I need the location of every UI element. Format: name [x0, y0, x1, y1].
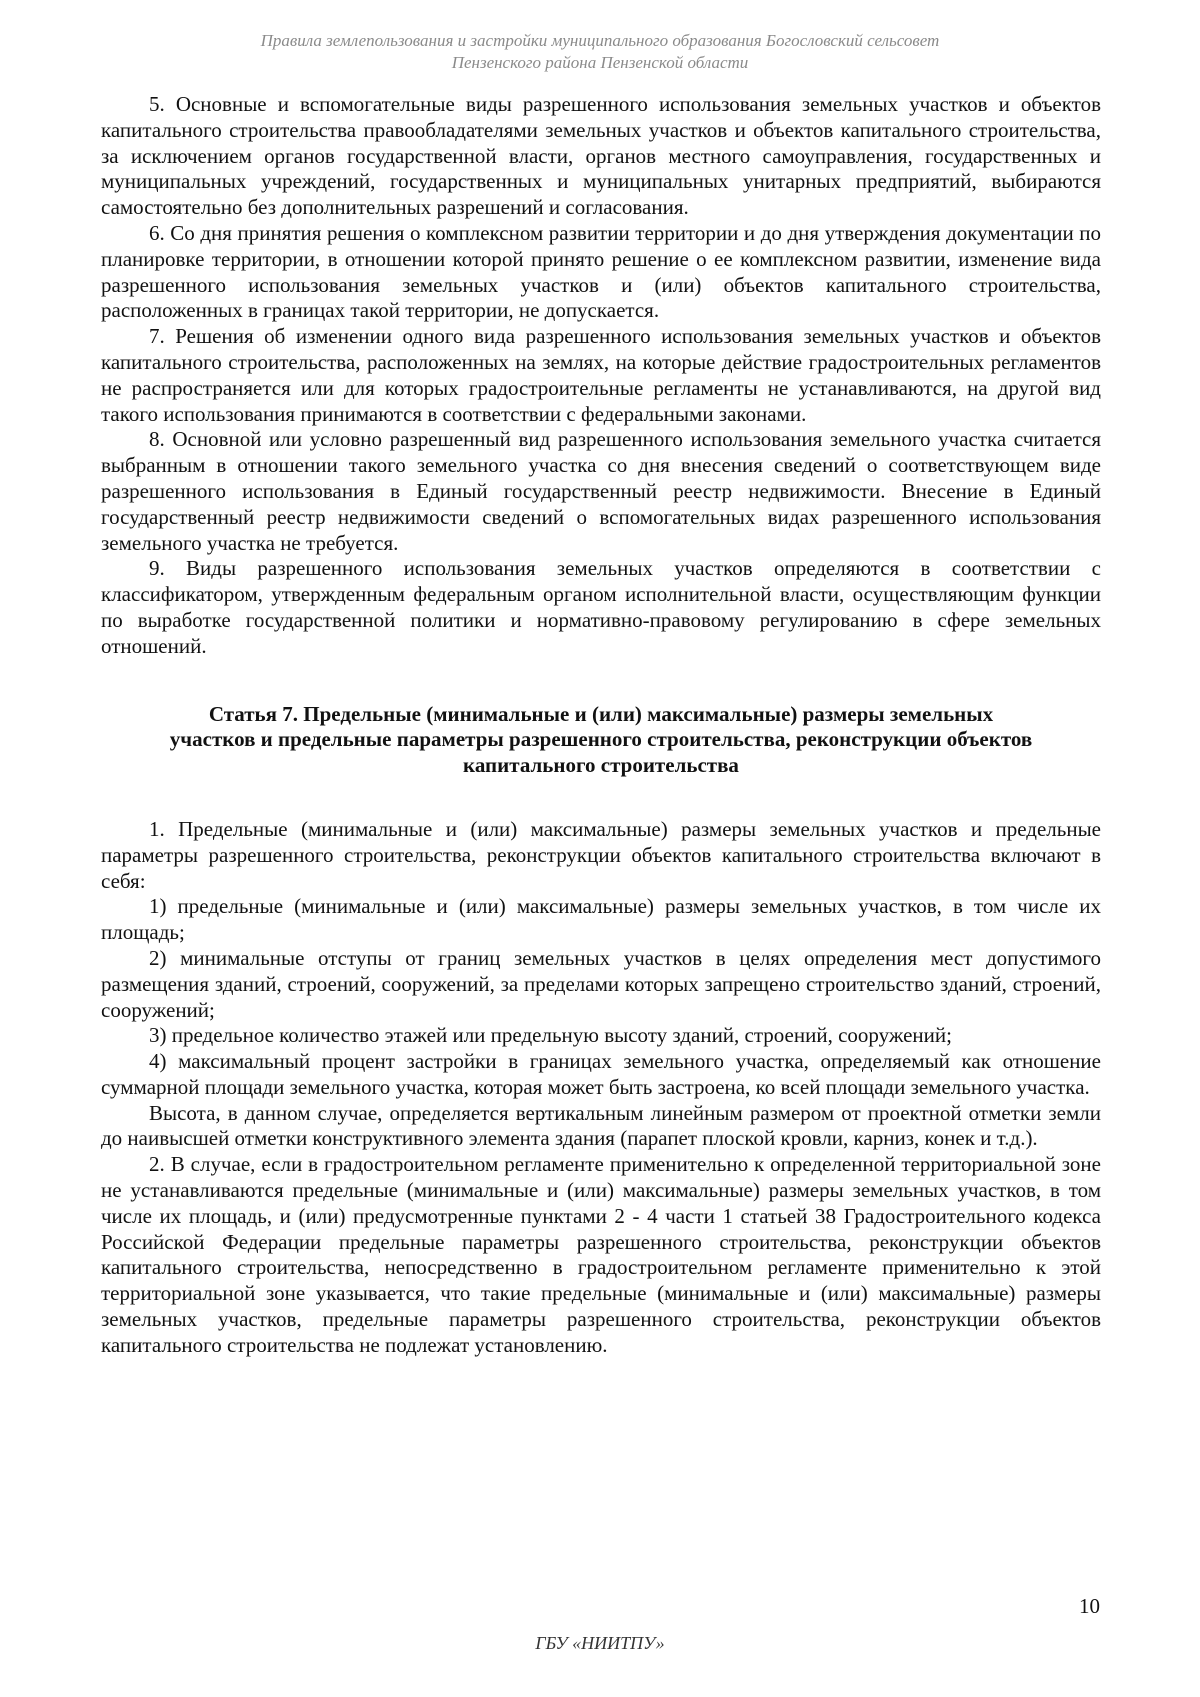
article-heading-line-2: участков и предельные параметры разрешенного строительства, реконструкции объектов: [169, 727, 1033, 752]
article-7-item-1: 1) предельные (минимальные и (или) максимальные) размеры земельных участков, в том числе их площадь;: [101, 894, 1101, 945]
paragraph-5: 5. Основные и вспомогательные виды разрешенного использования земельных участков и объектов капитального строительства правообладателями земельных участков и объектов капитального строительства, за исключением органов государственной власти, органов местного самоуправления, государственных и муниципальных учреждений, государственных и муниципальных унитарных предприятий, выбираются самостоятельно без дополнительных разрешений и согласования.: [101, 92, 1101, 220]
paragraph-6: 6. Со дня принятия решения о комплексном развитии территории и до дня утверждения документации по планировке территории, в отношении которой принято решение о ее комплексном развитии, изменение вида разрешенного использования земельных участков и (или) объектов капитального строительства, расположенных в границах такой территории, не допускается.: [101, 220, 1101, 323]
page-number: 10: [1079, 1594, 1100, 1618]
article-7-height-note: Высота, в данном случае, определяется вертикальным линейным размером от проектной отметки земли до наивысшей отметки конструктивного элемента здания (парапет плоской кровли, карниз, конек и т.д.).: [101, 1100, 1101, 1151]
paragraph-9: 9. Виды разрешенного использования земельных участков определяются в соответствии с классификатором, утвержденным федеральным органом исполнительной власти, осуществляющим функции по выработке государственной политики и нормативно-правовому регулированию в сфере земельных отношений.: [101, 556, 1101, 658]
running-header: [0, 30, 1200, 74]
article-7-paragraph-1: 1. Предельные (минимальные и (или) максимальные) размеры земельных участков и предельные параметры разрешенного строительства, реконструкции объектов капитального строительства включают в себя:: [101, 816, 1101, 893]
article-7-item-2: 2) минимальные отступы от границ земельных участков в целях определения мест допустимого размещения зданий, строений, сооружений, за пределами которых запрещено строительство зданий, строений, сооружений;: [101, 945, 1101, 1022]
article-heading-line-3: капитального строительства: [463, 753, 739, 778]
document-body: [101, 92, 1101, 1359]
article-heading-line-1: Статья 7. Предельные (минимальные и (или) максимальные) размеры земельных: [208, 701, 994, 726]
article-7-item-4: 4) максимальный процент застройки в границах земельного участка, определяемый как отношение суммарной площади земельного участка, которая может быть застроена, ко всей площади земельного участка.: [101, 1049, 1101, 1099]
running-footer: ГБУ «НИИТПУ»: [535, 1633, 665, 1653]
paragraph-7: 7. Решения об изменении одного вида разрешенного использования земельных участков и объектов капитального строительства, расположенных на землях, на которые действие градостроительных регламентов не распространяется или для которых градостроительные регламенты не устанавливаются, на другой вид такого использования принимаются в соответствии с федеральными законами.: [101, 324, 1101, 426]
article-7-paragraph-2: 2. В случае, если в градостроительном регламенте применительно к определенной территориальной зоне не устанавливаются предельные (минимальные и (или) максимальные) размеры земельных участков, в том числе их площадь, и (или) предусмотренные пунктами 2 - 4 части 1 статьей 38 Градостроительного кодекса Российской Федерации предельные параметры разрешенного строительства, реконструкции объектов капитального строительства, непосредственно в градостроительном регламенте применительно к этой территориальной зоне указывается, что такие предельные (минимальные и (или) максимальные) размеры земельных участков, предельные параметры разрешенного строительства, реконструкции объектов капитального строительства не подлежат установлению.: [101, 1152, 1101, 1357]
article-7-item-3: 3) предельное количество этажей или предельную высоту зданий, строений, сооружений;: [149, 1023, 952, 1048]
paragraph-8: 8. Основной или условно разрешенный вид разрешенного использования земельного участка считается выбранным в отношении такого земельного участка со дня внесения сведений о соответствующем виде разрешенного использования в Единый государственный реестр недвижимости. Внесение в Единый государственный реестр недвижимости сведений о вспомогательных видах разрешенного использования земельного участка не требуется.: [101, 427, 1101, 555]
header-line-1: Правила землепользования и застройки муниципального образования Богословский сельсовет: [260, 31, 940, 50]
header-line-2: Пензенского района Пензенской области: [451, 53, 749, 72]
article-7-heading: [101, 702, 1101, 779]
